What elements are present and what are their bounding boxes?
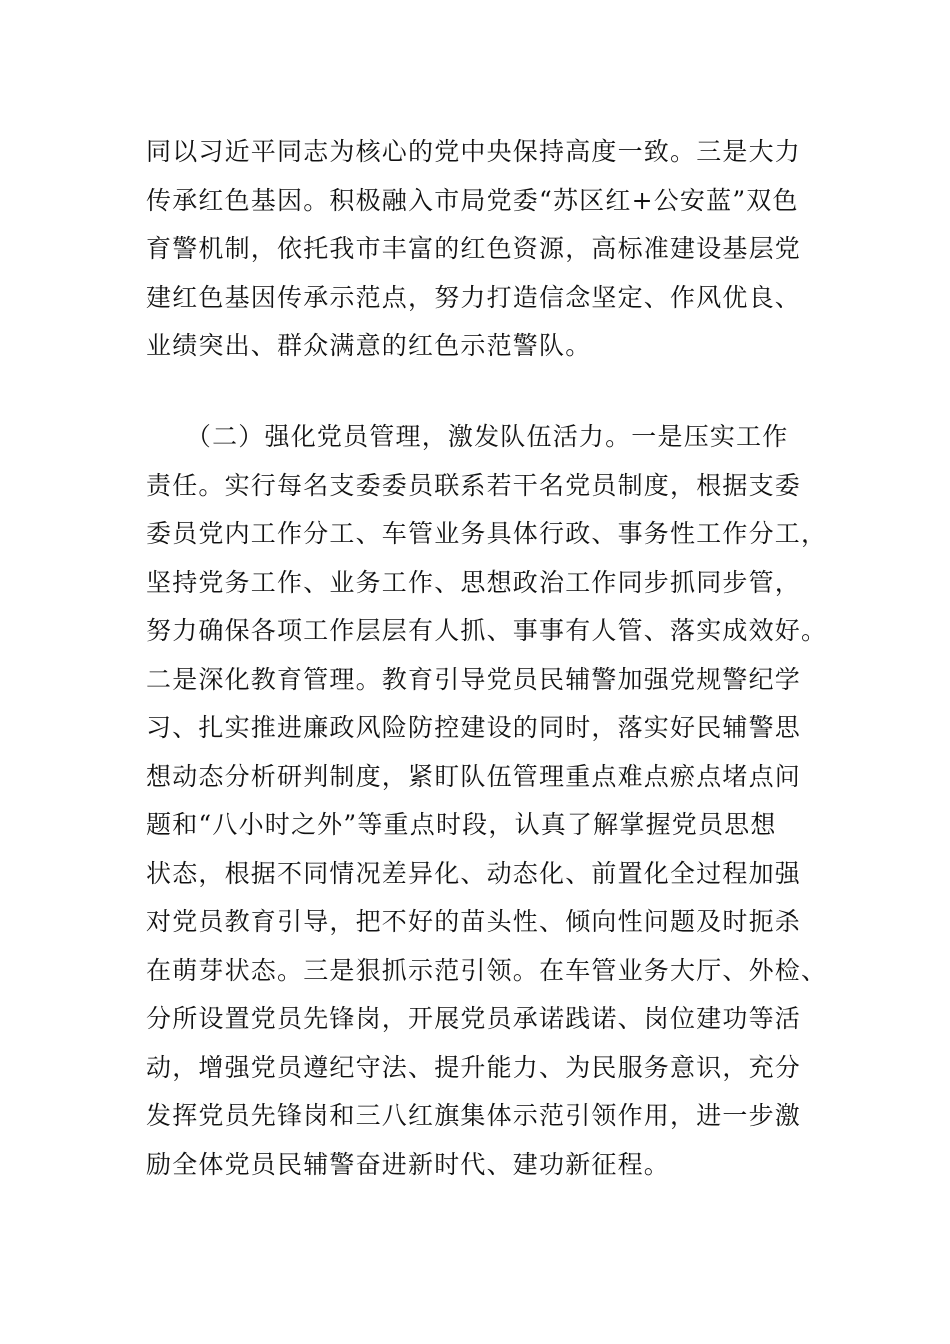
- paragraph-1: [146, 128, 806, 371]
- text-line: 育警机制，依托我市丰富的红色资源，高标准建设基层党: [146, 234, 802, 263]
- text-line: 建红色基因传承示范点，努力打造信念坚定、作风优良、: [146, 282, 802, 312]
- text-line: 分所设置党员先锋岗，开展党员承诺践诺、岗位建功等活: [146, 1004, 802, 1033]
- text-line: 业绩突出、群众满意的红色示范警队。: [146, 331, 592, 360]
- text-line: 对党员教育引导，把不好的苗头性、倾向性问题及时扼杀: [146, 907, 802, 936]
- text-line: 在萌芽状态。三是狠抓示范引领。在车管业务大厅、外检、: [146, 955, 828, 985]
- paragraph-2: [146, 413, 828, 1189]
- text-line: 题和“八小时之外”等重点时段，认真了解掌握党员思想: [146, 810, 777, 839]
- text-line: 责任。实行每名支委委员联系若干名党员制度，根据支委: [146, 470, 802, 500]
- text-line: 发挥党员先锋岗和三八红旗集体示范引领作用，进一步激: [146, 1101, 802, 1130]
- text-line: 二是深化教育管理。教育引导党员民辅警加强党规警纪学: [146, 664, 802, 694]
- text-line: 励全体党员民辅警奋进新时代、建功新征程。: [146, 1149, 671, 1179]
- text-line: 坚持党务工作、业务工作、思想政治工作同步抓同步管，: [146, 567, 802, 597]
- text-line: （二）强化党员管理，激发队伍活力。一是压实工作: [146, 422, 789, 451]
- text-line: 动，增强党员遵纪守法、提升能力、为民服务意识，充分: [146, 1052, 802, 1082]
- text-line: 同以习近平同志为核心的党中央保持高度一致。三是大力: [146, 137, 802, 166]
- text-line: 想动态分析研判制度，紧盯队伍管理重点难点瘀点堵点问: [146, 761, 802, 791]
- text-line: 习、扎实推进廉政风险防控建设的同时，落实好民辅警思: [146, 713, 802, 742]
- text-line: 委员党内工作分工、车管业务具体行政、事务性工作分工，: [146, 519, 828, 548]
- text-line: 努力确保各项工作层层有人抓、事事有人管、落实成效好。: [146, 616, 828, 645]
- text-line: 传承红色基因。积极融入市局党委“苏区红+公安蓝”双色: [146, 185, 799, 215]
- text-line: 状态，根据不同情况差异化、动态化、前置化全过程加强: [146, 858, 802, 888]
